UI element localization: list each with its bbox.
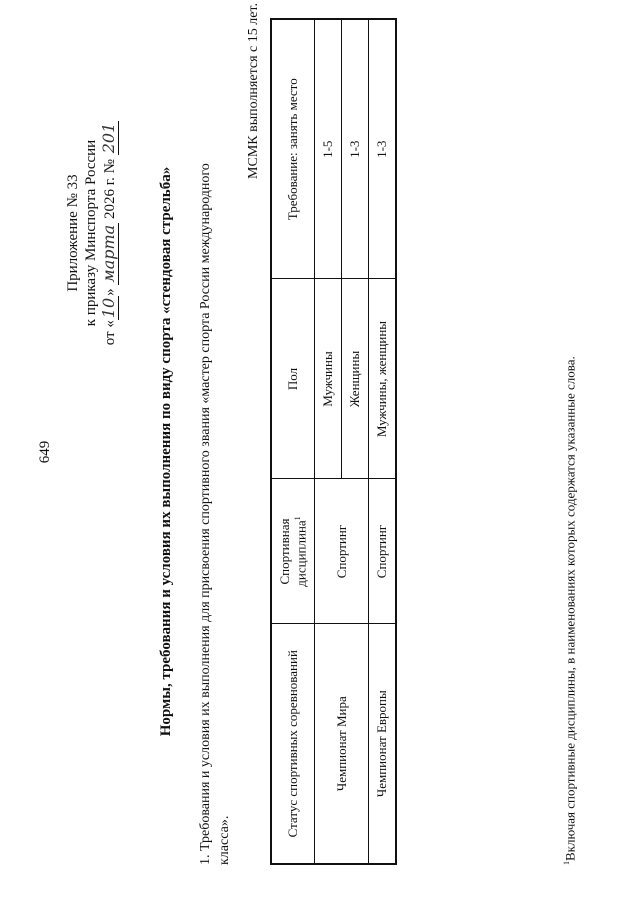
header-status: Статус спортивных соревнований [271,624,315,864]
msmk-age-note: МСМК выполняется с 15 лет. [246,3,261,179]
order-number-handwritten: 201 [99,122,118,154]
norms-table [270,18,397,865]
header-discipline: Спортивная дисциплина$^1$ [271,479,315,624]
cell-status: Чемпионат Мира [315,624,369,864]
table-header-row [271,19,315,864]
cell-place: 1-3 [369,19,397,279]
cell-gender: Мужчины, женщины [369,279,397,479]
appendix-order-ref: к приказу Минспорта России [83,139,99,327]
document-title: Нормы, требования и условия их выполнения по виду спорта «стендовая стрельба» [158,166,174,737]
cell-gender: Мужчины [315,279,342,479]
cell-gender: Женщины [342,279,369,479]
appendix-order-date: от «10» марта 2026 г. № 201 [99,122,118,346]
table-row [369,19,397,864]
cell-status: Чемпионат Европы [369,624,397,864]
order-month-handwritten: марта [99,224,118,283]
page-number: 649 [37,440,53,464]
header-requirement: Требование: занять место [271,19,315,279]
header-gender: Пол [271,279,315,479]
appendix-header [64,63,119,403]
cell-place: 1-3 [342,19,369,279]
table-row [315,19,342,864]
cell-discipline: Спортинг [369,479,397,624]
footnote: $^1$Включая спортивные дисциплины, в наименованиях которых содержатся указанные слова. [562,356,578,865]
cell-place: 1-5 [315,19,342,279]
intro-paragraph: 1. Требования и условия их выполнения для присвоения спортивного звания «мастер спорта России международного класса». [198,163,232,865]
cell-discipline: Спортинг [315,479,369,624]
order-day-handwritten: 10 [99,297,118,319]
appendix-number: Приложение № 33 [65,174,81,292]
